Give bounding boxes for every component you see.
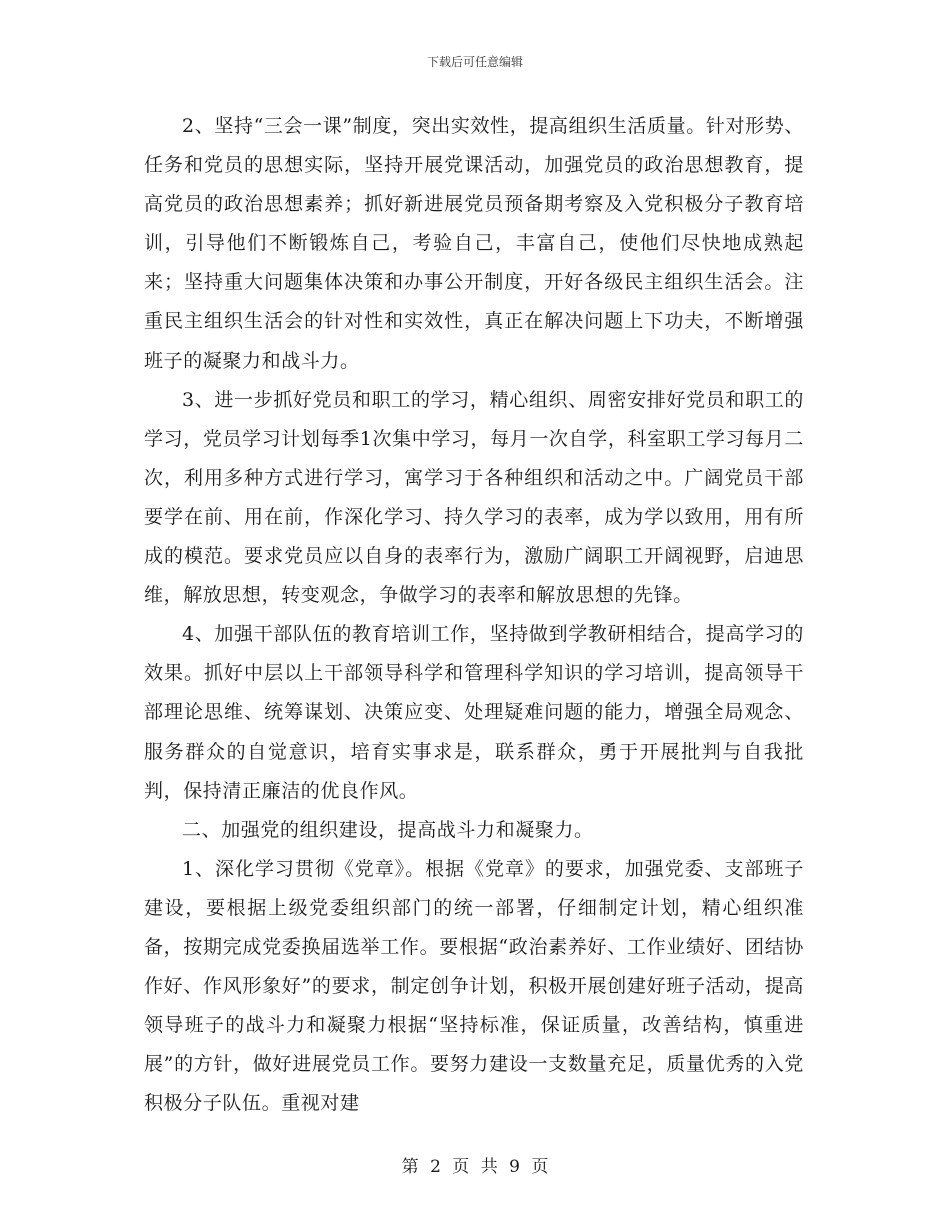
document-body — [144, 107, 804, 1123]
section-heading: 二、加强党的组织建设，提高战斗力和凝聚力。 — [182, 818, 594, 841]
paragraph-item-3: 3、进一步抓好党员和职工的学习，精心组织、周密安排好党员和职工的学习，党员学习计划每季1次集中学习，每月一次自学，科室职工学习每月二次，利用多种方式进行学习，寓学习于各种组织和活动之中。广阔党员干部要学在前、用在前，作深化学习、持久学习的表率，成为学以致用，用有所成的模范。要求党员应以自身的表率行为，激励广阔职工开阔视野，启迪思维，解放思想，转变观念，争做学习的表率和解放思想的先锋。 — [144, 388, 804, 607]
paragraph-item-1: 1、深化学习贯彻《党章》。根据《党章》的要求，加强党委、支部班子建设，要根据上级党委组织部门的统一部署，仔细制定计划，精心组织准备，按期完成党委换届选举工作。要根据“政治素养好、工作业绩好、团结协作好、作风形象好”的要求，制定创争计划，积极开展创建好班子活动，提高领导班子的战斗力和凝聚力根据“坚持标准，保证质量，改善结构，慎重进展”的方针，做好进展党员工作。要努力建设一支数量充足，质量优秀的入党积极分子队伍。重视对建 — [144, 857, 804, 1115]
page-number: 第 2 页 共 9 页 — [401, 1157, 549, 1177]
page-header: 下载后可任意编辑 — [426, 55, 523, 69]
paragraph-item-4: 4、加强干部队伍的教育培训工作，坚持做到学教研相结合，提高学习的效果。抓好中层以上干部领导科学和管理科学知识的学习培训，提高领导干部理论思维、统筹谋划、决策应变、处理疑难问题的能力，增强全局观念、服务群众的自觉意识，培育实事求是，联系群众，勇于开展批判与自我批判，保持清正廉洁的优良作风。 — [144, 623, 804, 802]
paragraph-item-2: 2、坚持“三会一课”制度，突出实效性，提高组织生活质量。针对形势、任务和党员的思想实际，坚持开展党课活动，加强党员的政治思想教育，提高党员的政治思想素养；抓好新进展党员预备期考察及入党积极分子教育培训，引导他们不断锻炼自己，考验自己，丰富自己，使他们尽快地成熟起来；坚持重大问题集体决策和办事公开制度，开好各级民主组织生活会。注重民主组织生活会的针对性和实效性，真正在解决问题上下功夫，不断增强班子的凝聚力和战斗力。 — [144, 115, 804, 372]
